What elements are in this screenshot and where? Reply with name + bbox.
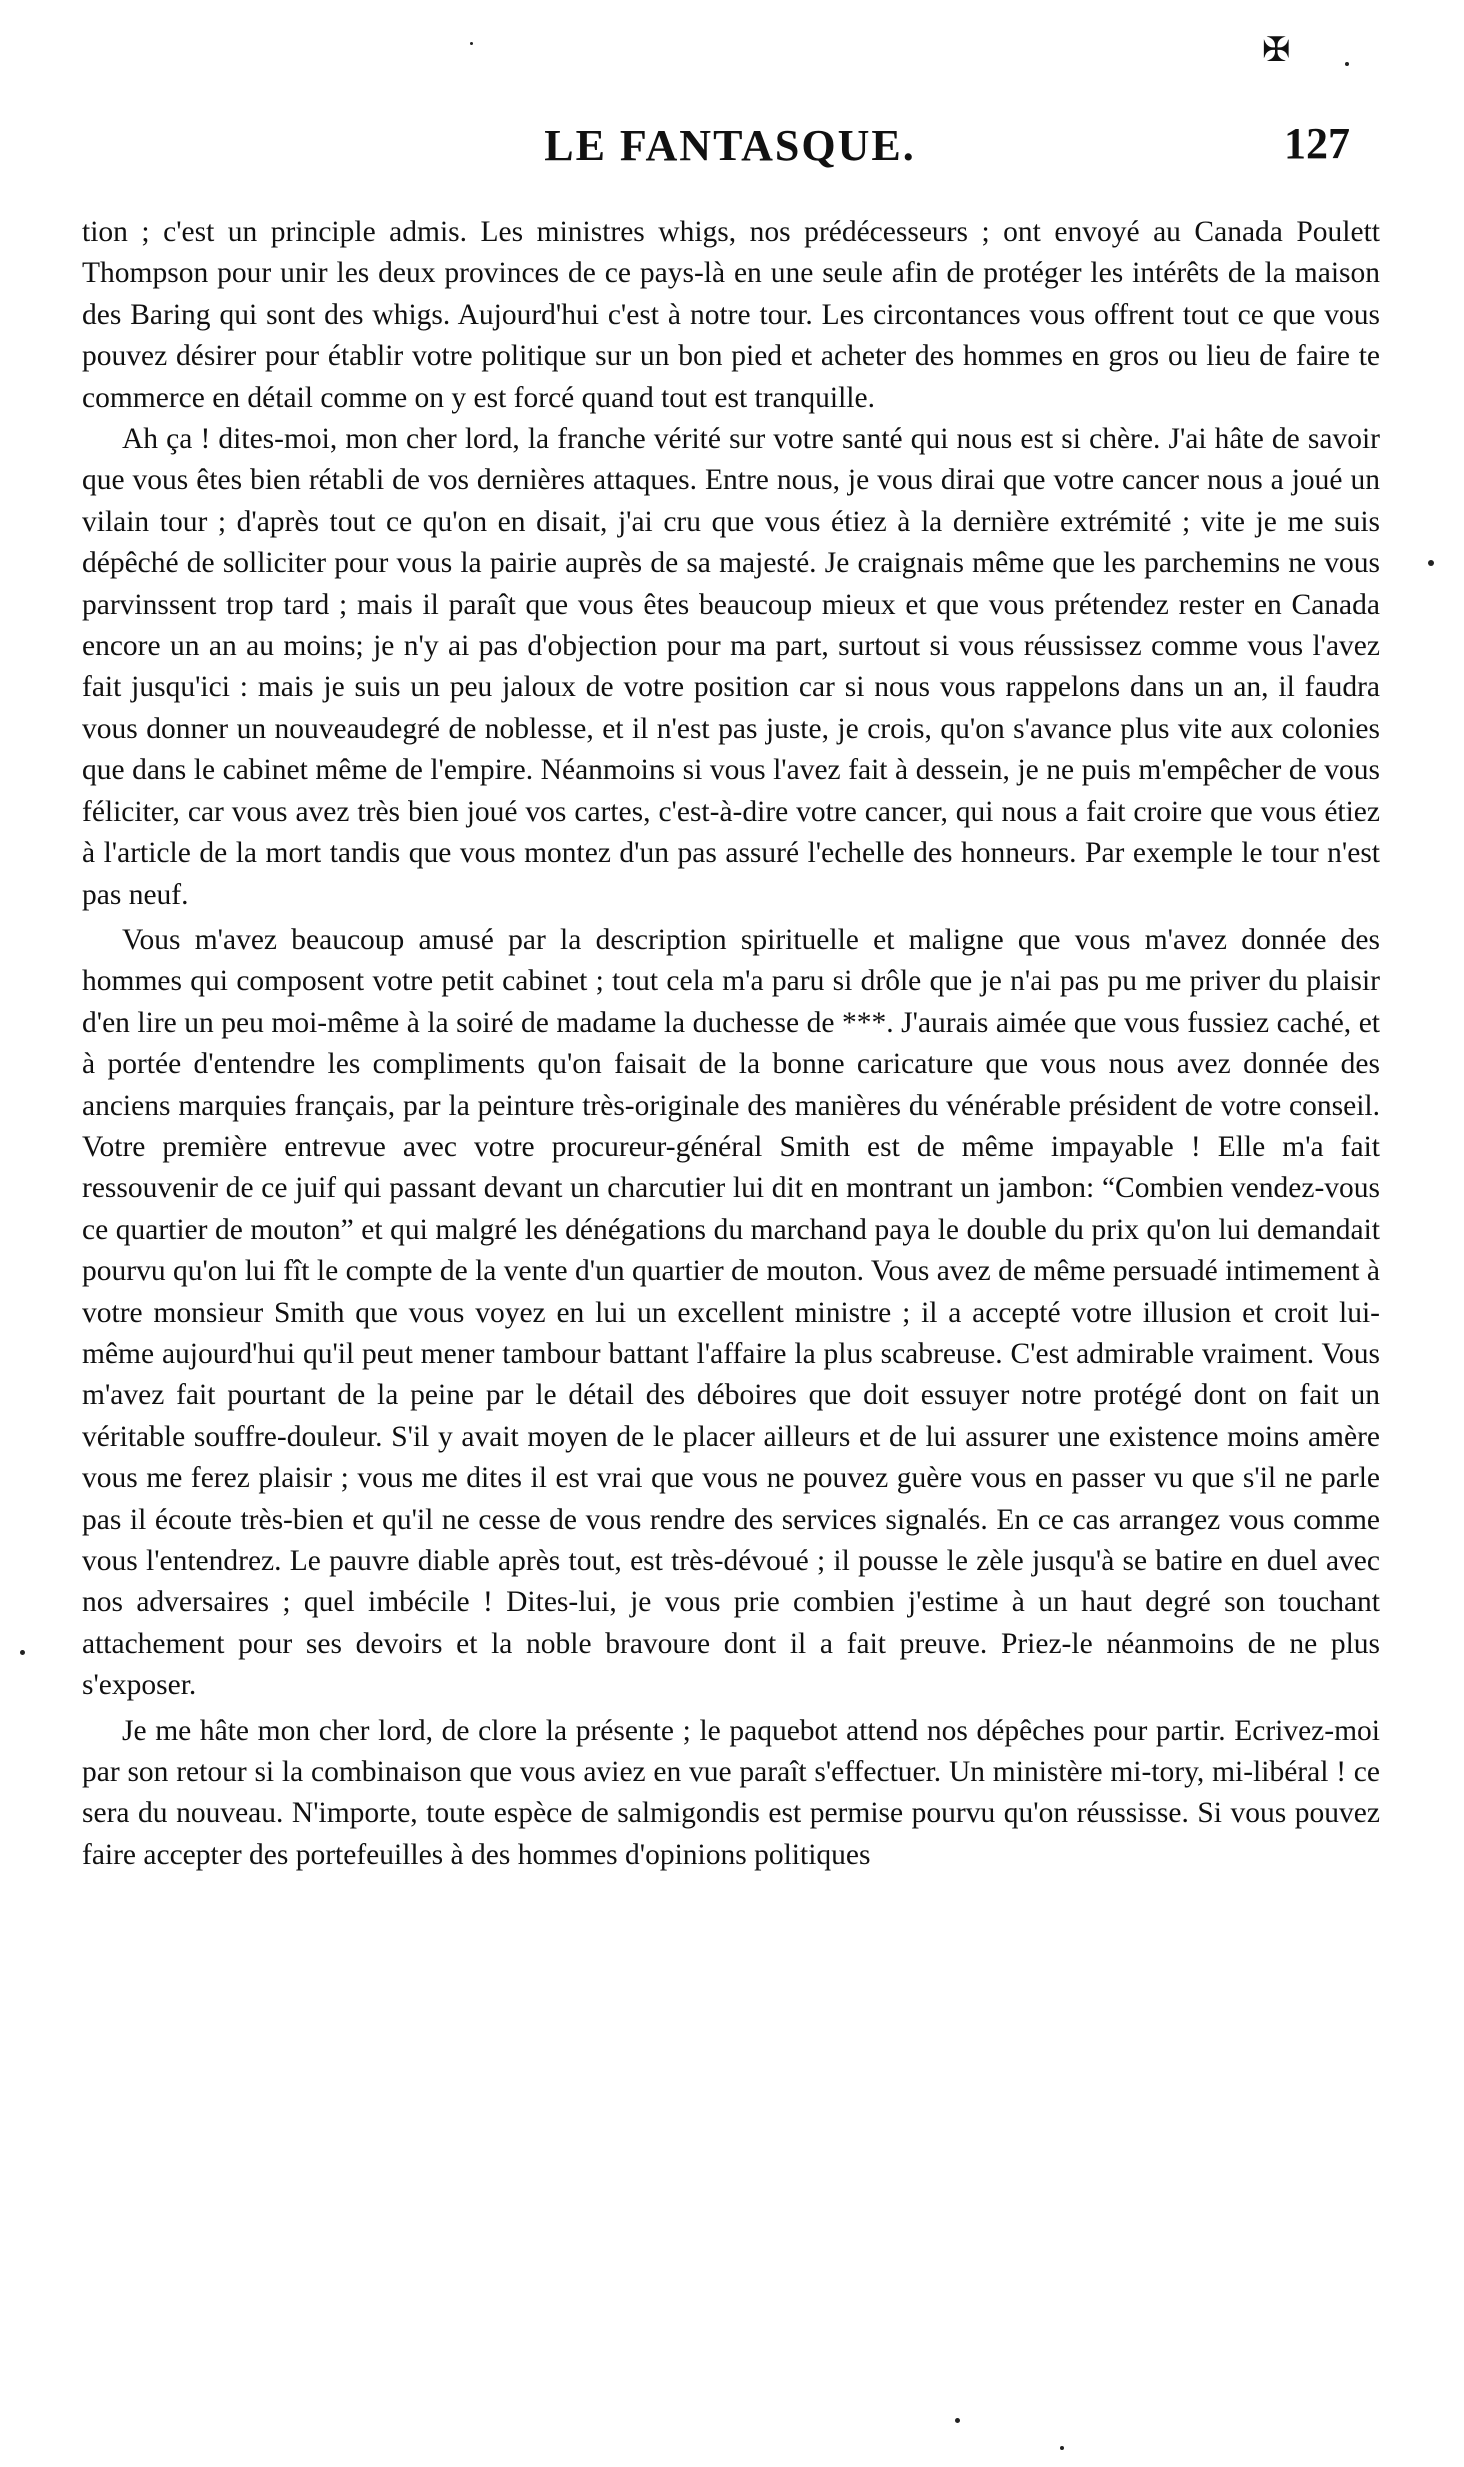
print-speck <box>1345 62 1349 66</box>
body-text <box>82 212 1380 1876</box>
paragraph: Je me hâte mon cher lord, de clore la présente ; le paquebot attend nos dépêches pour partir. Ecrivez-moi par son retour si la combinaison que vous aviez en vue paraît s'effectuer. Un ministère mi-tory, mi-libéral ! ce sera du nouveau. N'importe, toute espèce de salmigondis est permise pourvu qu'on réussisse. Si vous pouvez faire accepter des portefeuilles à des hommes d'opinions politiques <box>82 1714 1380 1871</box>
running-title: LE FANTASQUE. <box>544 121 916 170</box>
paragraph-continuation: tion ; c'est un principle admis. Les ministres whigs, nos prédécesseurs ; ont envoyé au Canada Poulett Thompson pour unir les deux provinces de ce pays-là en une seule afin de protéger les intérêts de la maison des Baring qui sont des whigs. Aujourd'hui c'est à notre tour. Les circontances vous offrent tout ce que vous pouvez désirer pour établir votre politique sur un bon pied et acheter des hommes en gros ou lieu de faire te commerce en détail comme on y est forcé quand tout est tranquille. <box>82 216 1380 414</box>
print-speck <box>955 2418 960 2423</box>
ornament-glyph: ✠ <box>1262 32 1291 69</box>
print-speck <box>1428 560 1434 566</box>
paragraph: Ah ça ! dites-moi, mon cher lord, la franche vérité sur votre santé qui nous est si chère. J'ai hâte de savoir que vous êtes bien rétabli de vos dernières attaques. Entre nous, je vous dirai que votre cancer nous a joué un vilain tour ; d'après tout ce qu'on en disait, j'ai cru que vous étiez à la dernière extrémité ; vite je me suis dépêché de solliciter pour vous la pairie auprès de sa majesté. Je craignais même que les parchemins ne vous parvinssent trop tard ; mais il paraît que vous êtes beaucoup mieux et que vous prétendez rester en Canada encore un an au moins; je n'y ai pas d'objection pour ma part, surtout si vous réussissez comme vous l'avez fait jusqu'ici : mais je suis un peu jaloux de votre position car si nous vous rappelons dans un an, il faudra vous donner un nouveaudegré de noblesse, et il n'est pas juste, je crois, qu'on s'avance plus vite aux colonies que dans le cabinet même de l'empire. Néanmoins si vous l'avez fait à dessein, je ne puis m'empêcher de vous féliciter, car vous avez très bien joué vos cartes, c'est-à-dire votre cancer, qui nous a fait croire que vous étiez à l'article de la mort tandis que vous montez d'un pas assuré l'echelle des honneurs. Par exemple le tour n'est pas neuf. <box>82 423 1380 911</box>
running-head <box>90 112 1370 172</box>
page-number: 127 <box>1284 119 1350 168</box>
paragraph: Vous m'avez beaucoup amusé par la description spirituelle et maligne que vous m'avez donnée des hommes qui composent votre petit cabinet ; tout cela m'a paru si drôle que je n'ai pas pu me priver du plaisir d'en lire un peu moi-même à la soiré de madame la duchesse de ***. J'aurais aimée que vous fussiez caché, et à portée d'entendre les compliments qu'on faisait de la bonne caricature que vous nous avez donnée des anciens marquies français, par la peinture très-originale des manières du vénérable président de votre conseil. Votre première entrevue avec votre procureur-général Smith est de même impayable ! Elle m'a fait ressouvenir de ce juif qui passant devant un charcutier lui dit en montrant un jambon: “Combien vendez-vous ce quartier de mouton” et qui malgré les dénégations du marchand paya le double du prix qu'on lui demandait pourvu qu'on lui fît le compte de la vente d'un quartier de mouton. Vous avez de même persuadé intimement à votre monsieur Smith que vous voyez en lui un excellent ministre ; il a accepté votre illusion et croit lui-même aujourd'hui qu'il peut mener tambour battant l'affaire la plus scabreuse. C'est admirable vraiment. Vous m'avez fait pourtant de la peine par le détail des déboires que doit essuyer notre protégé dont on fait un véritable souffre-douleur. S'il y avait moyen de le placer ailleurs et de lui assurer une existence moins amère vous me ferez plaisir ; vous me dites il est vrai que vous ne pouvez guère vous en passer vu que s'il ne parle pas il écoute très-bien et qu'il ne cesse de vous rendre des services signalés. En ce cas arrangez vous comme vous l'entendrez. Le pauvre diable après tout, est très-dévoué ; il pousse le zèle jusqu'à se batire en duel avec nos adversaires ; quel imbécile ! Dites-lui, je vous prie combien j'estime à un haut degré son touchant attachement pour ses devoirs et la noble bravoure dont il a fait preuve. Priez-le néanmoins de ne plus s'exposer. <box>82 923 1380 1702</box>
print-speck <box>1060 2446 1064 2450</box>
print-speck <box>20 1650 25 1655</box>
print-speck <box>470 42 473 45</box>
